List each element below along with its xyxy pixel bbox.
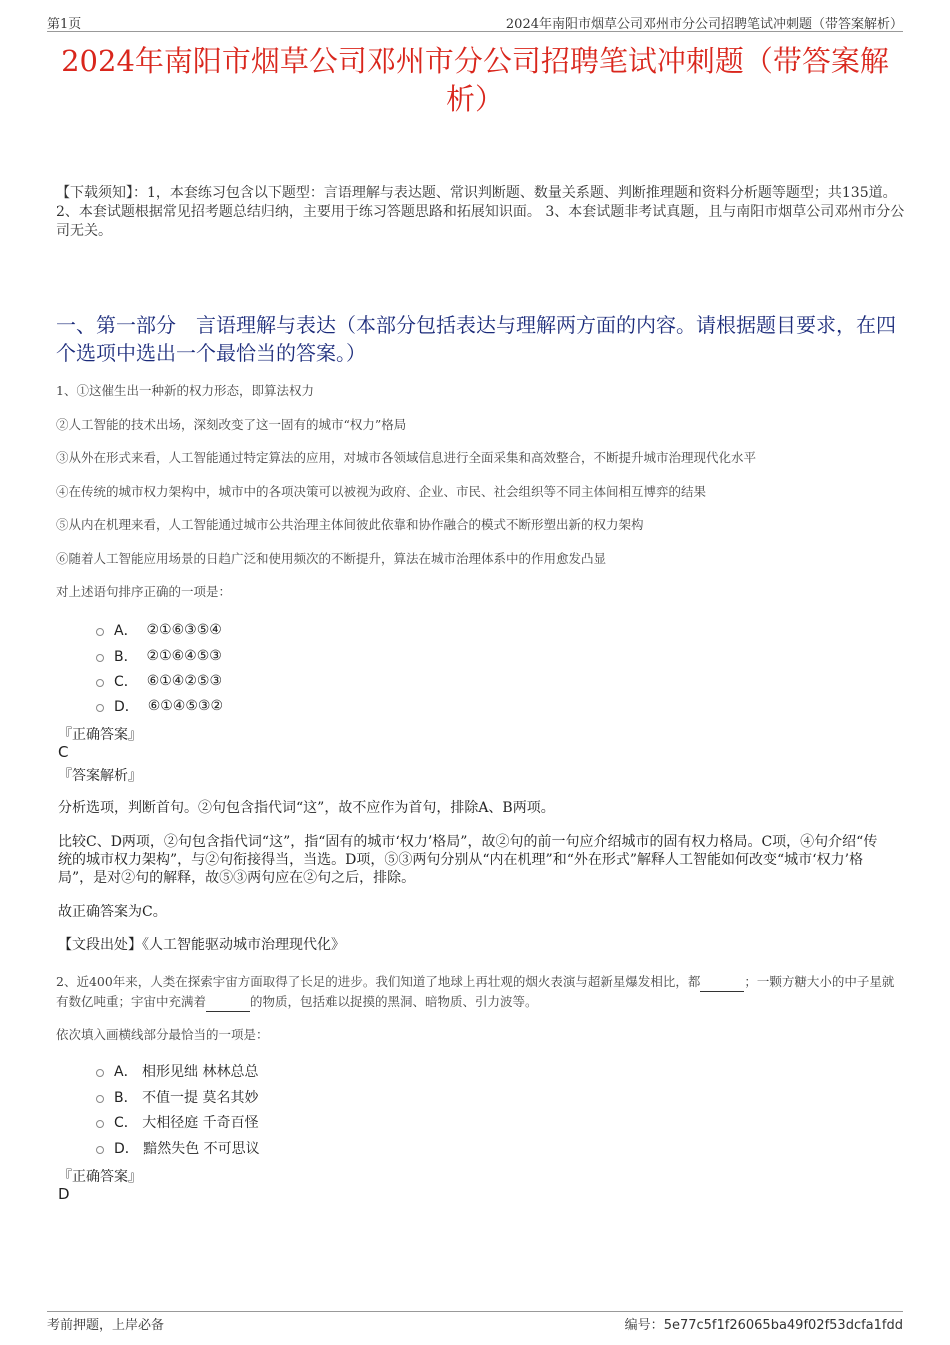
q2-option-c[interactable] [96, 1112, 259, 1132]
header-divider [47, 31, 903, 32]
radio-icon[interactable] [96, 1095, 104, 1103]
option-letter: D． [114, 699, 139, 715]
q1-answer: C [58, 743, 69, 761]
option-text: 黯然失色 不可思议 [143, 1141, 260, 1157]
option-letter: A． [114, 1064, 138, 1080]
footer-slogan: 考前押题，上岸必备 [47, 1318, 165, 1333]
option-letter: D． [114, 1141, 139, 1157]
option-letter: B． [114, 1090, 138, 1106]
q1-analysis-1: 分析选项，判断首句。②句包含指代词“这”，故不应作为首句，排除A、B两项。 [58, 800, 555, 816]
option-text: ⑥①④⑤③② [147, 698, 223, 714]
q1-option-c[interactable] [96, 671, 222, 691]
q1-line-1: 1、①这催生出一种新的权力形态，即算法权力 [56, 383, 314, 398]
q1-analysis-label: 『答案解析』 [58, 768, 142, 784]
option-text: ②①⑥③⑤④ [146, 622, 222, 638]
q2-answer-label: 『正确答案』 [58, 1169, 142, 1185]
option-letter: B． [114, 649, 138, 665]
option-text: 相形见绌 林林总总 [142, 1064, 259, 1080]
radio-icon[interactable] [96, 1146, 104, 1154]
code-value: 5e77c5f1f26065ba49f02f53dcfa1fdd [663, 1318, 903, 1333]
q1-analysis-3: 故正确答案为C。 [58, 904, 167, 920]
option-text: ②①⑥④⑤③ [146, 648, 222, 664]
code-label: 编号： [624, 1318, 664, 1333]
running-title: 2024年南阳市烟草公司邓州市分公司招聘笔试冲刺题（带答案解析） [505, 17, 903, 32]
q1-line-4: ④在传统的城市权力架构中，城市中的各项决策可以被视为政府、企业、市民、社会组织等不同主体间相互博弈的结果 [56, 484, 707, 499]
q1-answer-label: 『正确答案』 [58, 727, 142, 743]
option-letter: A． [114, 623, 138, 639]
section-heading: 一、第一部分 言语理解与表达（本部分包括表达与理解两方面的内容。请根据题目要求，在四个选项中选出一个最恰当的答案。） [56, 313, 896, 365]
blank-1 [700, 972, 744, 992]
page-number: 第1页 [47, 17, 82, 32]
q2-stem-part-1: 2、近400年来，人类在探索宇宙方面取得了长足的进步。我们知道了地球上再壮观的烟火表演与超新星爆发相比，都 [56, 974, 701, 989]
q1-analysis-2: 比较C、D两项，②句包含指代词“这”，指“固有的城市‘权力’格局”，故②句的前一句应介绍城市的固有权力格局。C项，④句介绍“传统的城市权力架构”，与②句衔接得当，当选。D项，⑤③两句分别从“内在机理”和“外在形式”解释人工智能如何改变“城市‘权力’格局”，是对②句的解释，故⑤③两句应在②句之后，排除。 [58, 834, 878, 886]
option-letter: C． [114, 674, 138, 690]
q2-prompt: 依次填入画横线部分最恰当的一项是： [56, 1027, 269, 1042]
option-text: 不值一提 莫名其妙 [142, 1090, 259, 1106]
page-title: 2024年南阳市烟草公司邓州市分公司招聘笔试冲刺题（带答案解析） [61, 44, 889, 116]
radio-icon[interactable] [96, 654, 104, 662]
q1-option-a[interactable] [96, 620, 222, 640]
radio-icon[interactable] [96, 628, 104, 636]
download-notice: 【下载须知】：1，本套练习包含以下题型：言语理解与表达题、常识判断题、数量关系题、判断推理题和资料分析题等题型；共135道。 2、本套试题根据常见招考题总结归纳，主要用于练习答题思路和拓展知识面。 3、本套试题非考试真题，且与南阳市烟草公司邓州市分公司无关。 [56, 185, 905, 239]
q2-answer: D [58, 1185, 70, 1203]
radio-icon[interactable] [96, 679, 104, 687]
blank-2 [206, 992, 250, 1012]
option-text: 大相径庭 千奇百怪 [142, 1115, 259, 1131]
q2-stem-part-2: ；一颗方糖大小的中子星就有数亿吨重；宇宙中充满着 [56, 974, 895, 1009]
q2-option-a[interactable] [96, 1061, 258, 1081]
q1-option-b[interactable] [96, 646, 222, 666]
q1-prompt: 对上述语句排序正确的一项是： [56, 584, 232, 599]
footer-divider [47, 1311, 903, 1312]
radio-icon[interactable] [96, 1120, 104, 1128]
option-letter: C． [114, 1115, 138, 1131]
radio-icon[interactable] [96, 704, 104, 712]
q1-line-3: ③从外在形式来看，人工智能通过特定算法的应用，对城市各领域信息进行全面采集和高效整合，不断提升城市治理现代化水平 [56, 450, 757, 465]
q1-source: 【文段出处】《人工智能驱动城市治理现代化》 [58, 937, 345, 953]
q2-option-d[interactable] [96, 1138, 260, 1158]
q1-line-2: ②人工智能的技术出场，深刻改变了这一固有的城市“权力”格局 [56, 417, 407, 432]
document-code [625, 1314, 903, 1333]
q1-line-5: ⑤从内在机理来看，人工智能通过城市公共治理主体间彼此依靠和协作融合的模式不断形塑出新的权力架构 [56, 517, 644, 532]
radio-icon[interactable] [96, 1069, 104, 1077]
q1-option-d[interactable] [96, 696, 223, 716]
q2-stem-part-3: 的物质，包括难以捉摸的黑洞、暗物质、引力波等。 [250, 994, 538, 1009]
option-text: ⑥①④②⑤③ [146, 673, 222, 689]
q1-line-6: ⑥随着人工智能应用场景的日趋广泛和使用频次的不断提升，算法在城市治理体系中的作用愈发凸显 [56, 551, 607, 566]
q2-stem [56, 972, 906, 1012]
q2-option-b[interactable] [96, 1087, 259, 1107]
